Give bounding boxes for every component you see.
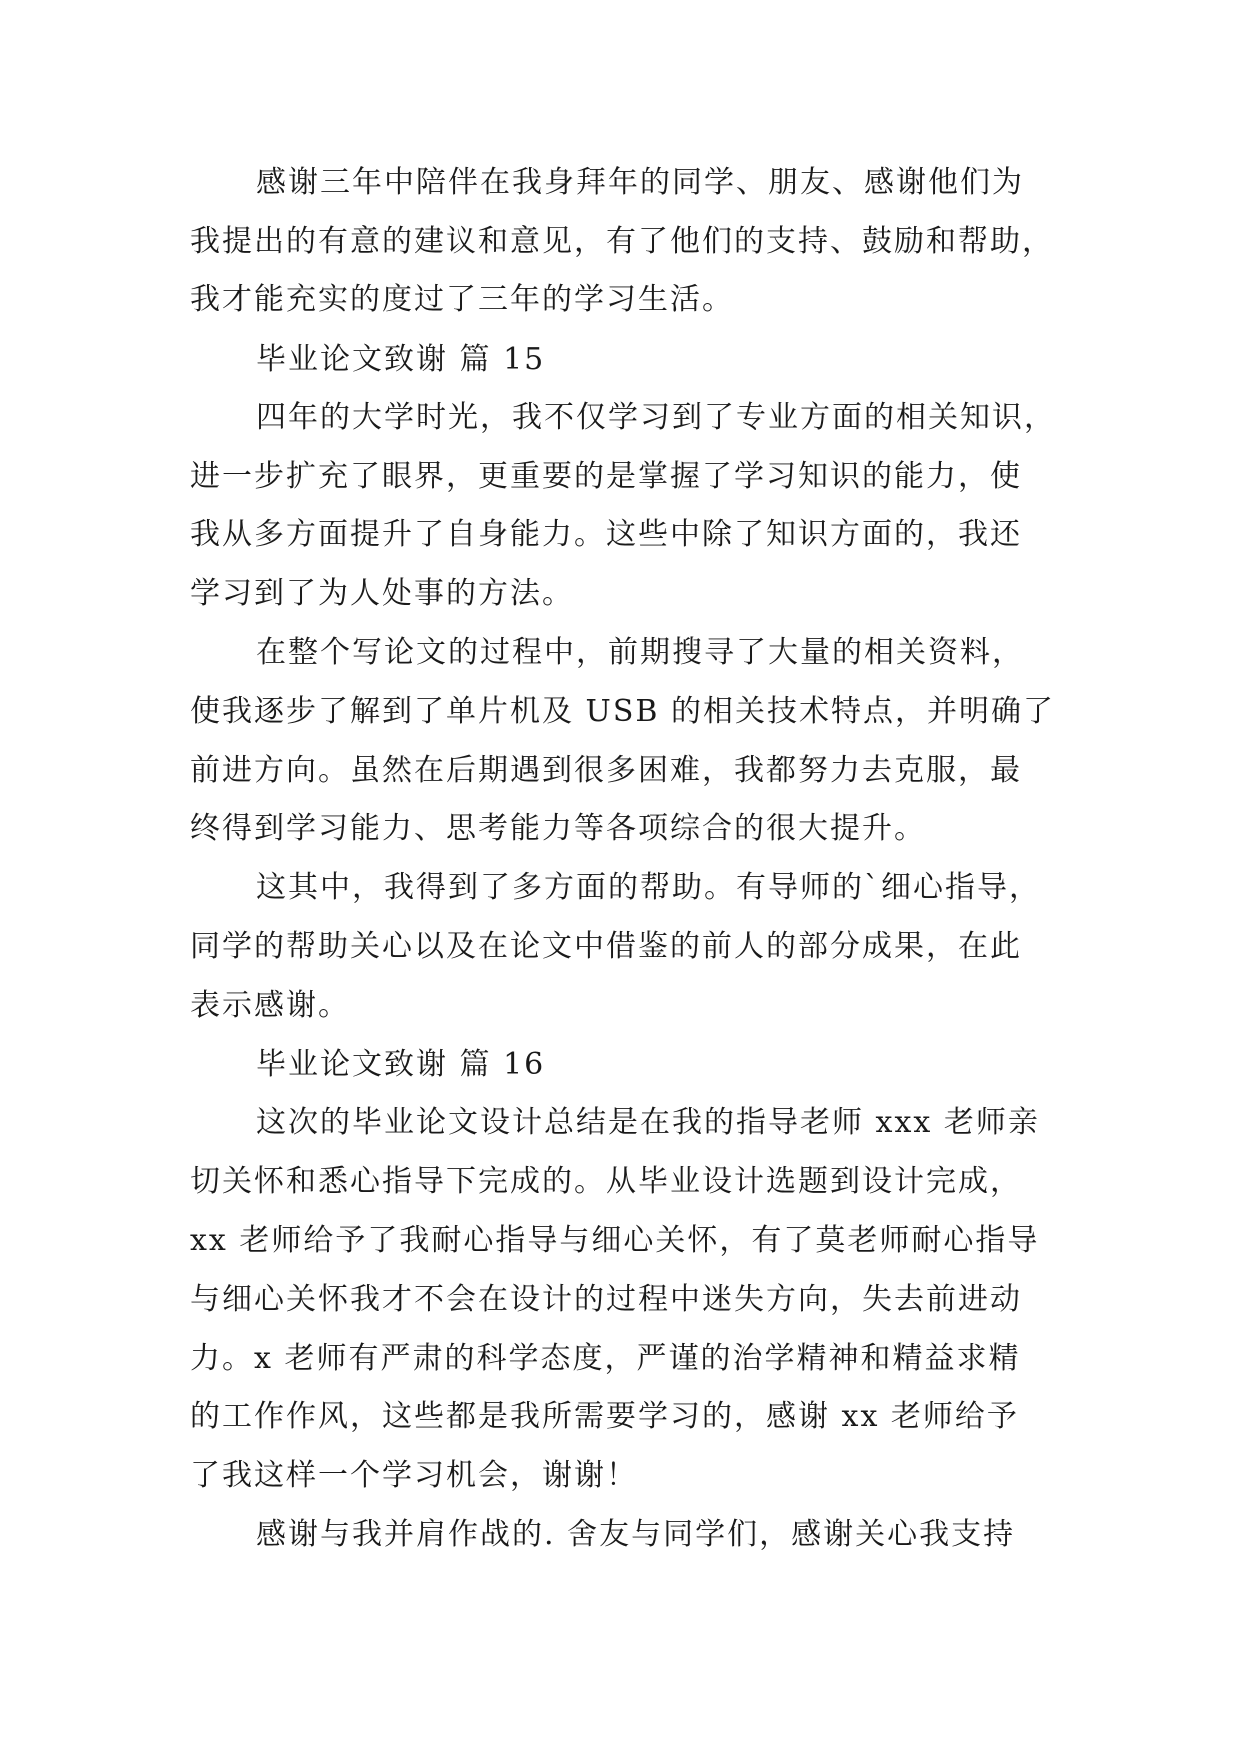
paragraph-line: 这次的毕业论文设计总结是在我的指导老师 xxx 老师亲	[256, 1105, 1040, 1140]
paragraph-line: 我从多方面提升了自身能力。这些中除了知识方面的，我还	[190, 517, 1022, 552]
paragraph-line: 终得到学习能力、思考能力等各项综合的很大提升。	[190, 811, 926, 846]
paragraph-line: 我才能充实的度过了三年的学习生活。	[190, 282, 734, 317]
paragraph-line: 同学的帮助关心以及在论文中借鉴的前人的部分成果，在此	[190, 929, 1022, 964]
paragraph-line: 前进方向。虽然在后期遇到很多困难，我都努力去克服，最	[190, 753, 1022, 788]
paragraph-line: 使我逐步了解到了单片机及 USB 的相关技术特点，并明确了	[190, 694, 1055, 729]
paragraph-line: 的工作作风，这些都是我所需要学习的，感谢 xx 老师给予	[190, 1399, 1019, 1434]
paragraph-line: 我提出的有意的建议和意见，有了他们的支持、鼓励和帮助，	[190, 224, 1054, 259]
paragraph-line: 这其中，我得到了多方面的帮助。有导师的`细心指导，	[256, 870, 1041, 905]
paragraph-line: 进一步扩充了眼界，更重要的是掌握了学习知识的能力，使	[190, 459, 1022, 494]
paragraph-line: 感谢三年中陪伴在我身拜年的同学、朋友、感谢他们为	[256, 165, 1024, 200]
paragraph-line: 与细心关怀我才不会在设计的过程中迷失方向，失去前进动	[190, 1282, 1022, 1317]
paragraph-line: 力。x 老师有严肃的科学态度，严谨的治学精神和精益求精	[190, 1341, 1021, 1376]
section-heading: 毕业论文致谢 篇 16	[256, 1047, 546, 1082]
paragraph-line: 在整个写论文的过程中，前期搜寻了大量的相关资料，	[256, 635, 1024, 670]
paragraph-line: 学习到了为人处事的方法。	[190, 576, 574, 611]
paragraph-line: 了我这样一个学习机会，谢谢！	[190, 1458, 638, 1493]
paragraph-line: 四年的大学时光，我不仅学习到了专业方面的相关知识，	[256, 400, 1056, 435]
paragraph-line: 感谢与我并肩作战的. 舍友与同学们，感谢关心我支持	[256, 1517, 1016, 1552]
paragraph-line: xx 老师给予了我耐心指导与细心关怀，有了莫老师耐心指导	[190, 1223, 1040, 1258]
paragraph-line: 表示感谢。	[190, 988, 350, 1023]
paragraph-line: 切关怀和悉心指导下完成的。从毕业设计选题到设计完成，	[190, 1164, 1022, 1199]
section-heading: 毕业论文致谢 篇 15	[256, 342, 546, 377]
